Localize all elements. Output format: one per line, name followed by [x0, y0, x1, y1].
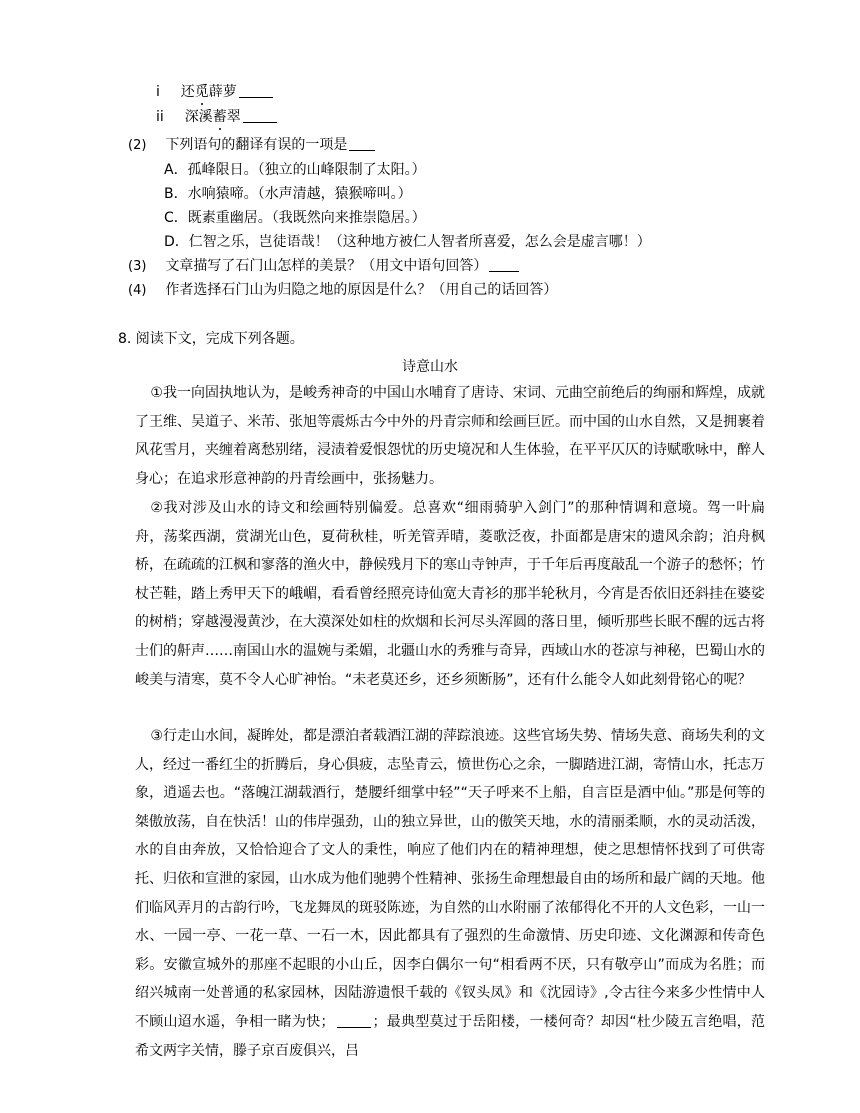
option-a: A．孤峰限日。（独立的山峰限制了太阳。） — [164, 162, 426, 178]
item-text-post: 薜萝 — [208, 84, 237, 100]
question-number: (4) — [128, 283, 147, 298]
answer-blank — [489, 257, 519, 272]
question-number: (3) — [128, 259, 147, 274]
question-text: 作者选择石门山为归隐之地的原因是什么？（用自己的话回答） — [165, 282, 558, 298]
paragraph-1: ①我一向固执地认为，是峻秀神奇的中国山水哺育了唐诗、宋词、元曲空前绝后的绚丽和辉煌，成就了王维、吴道子、米芾、张旭等震烁古今中外的丹青宗师和绘画巨匠。而中国的山水自然，又是拥裹着风花雪月，夹缠着离愁别绪，浸渍着爱恨怨忧的历史境况和人生体验，在平平仄仄的诗赋歌咏中，醉人身心；在追求形意神韵的丹青绘画中，张扬魅力。 — [135, 385, 765, 487]
emphasis-char: 觅 — [194, 84, 209, 100]
question-number: (2) — [128, 138, 147, 153]
question-text: 下列语句的翻译有误的一项是 — [165, 137, 348, 153]
option-d: D．仁智之乐，岂徒语哉！（这种地方被仁人智者所喜爱，怎么会是虚言哪！） — [164, 234, 651, 250]
paragraph-3-text: ③行走山水间，凝眸处，都是漂泊者载酒江湖的萍踪浪迹。这些官场失势、情场失意、商场失利的文人，经过一番红尘的折腾后，身心俱疲，志坠青云，愤世伤心之余，一脚踏进江湖，寄情山水，托志万象，逍遥去也。“落魄江湖载酒行，楚腰纤细掌中轻”“天子呼来不上船，自言臣是酒中仙。”那是何等的桀傲放荡，自在快活！山的伟岸强劲，山的独立异世，山的傲笑天地，水的清丽柔顺，水的灵动活泼，水的自由奔放，又恰恰迎合了文人的秉性，响应了他们内在的精神理想，使之思想情怀找到了可供寄托、归依和宣泄的家园，山水成为他们驰骋个性精神、张扬生命理想最自由的场所和最广阔的天地。他们临风弄月的古韵行吟，飞龙舞凤的斑驳陈迹，为自然的山水附丽了浓郁得化不开的人文色彩，一山一水、一园一亭、一花一草、一石一木，因此都具有了强烈的生命激情、历史印迹、文化渊源和传奇色彩。安徽宣城外的那座不起眼的小山丘，因李白偶尔一句“相看两不厌，只有敬亭山”而成为名胜；而绍兴城南一处普通的私家园林，因陆游遗恨千载的《钗头凤》和《沈园诗》,令古往今来多少性情中人不顾山迢水遥，争相一睹为快； — [135, 728, 765, 1030]
item-text-pre: 还 — [180, 84, 195, 100]
q7-item-i — [156, 82, 273, 102]
item-label: ii — [156, 109, 164, 125]
answer-blank — [337, 1013, 371, 1028]
item-text-pre: 深溪 — [184, 109, 213, 125]
option-c: C．既素重幽居。（我既然向来推崇隐居。） — [164, 210, 426, 226]
article-title: 诗意山水 — [402, 359, 458, 375]
answer-blank — [243, 108, 277, 123]
option-b: B．水响猿啼。（水声清越，猿猴啼叫。） — [164, 186, 412, 202]
q7-4 — [128, 280, 557, 301]
paragraph-3 — [135, 722, 765, 1065]
answer-blank — [349, 136, 375, 151]
q7-3 — [128, 256, 519, 277]
paragraph-3-tail: ；最典型莫过于岳阳楼，一楼何奇？却因“杜少陵五言绝唱，范希文两字关情，滕子京百废俱兴，吕 — [135, 1013, 765, 1059]
emphasis-char: 蓄 — [212, 109, 227, 125]
item-label: i — [156, 84, 160, 100]
question-text: 文章描写了石门山怎样的美景？（用文中语句回答） — [165, 258, 488, 274]
q8-stem: 8. 阅读下文，完成下列各题。 — [118, 331, 304, 347]
q7-item-ii — [156, 107, 277, 127]
q7-2-stem — [128, 135, 375, 156]
answer-blank — [239, 83, 273, 98]
paragraph-2: ②我对涉及山水的诗文和绘画特别偏爱。总喜欢“细雨骑驴入剑门”的那种情调和意境。驾一叶扁舟，荡桨西湖，赏湖光山色，夏荷秋桂，听羌管弄晴，菱歌泛夜，扑面都是唐宋的遗风余韵；泊舟枫桥，在疏疏的江枫和寥落的渔火中，静候残月下的寒山寺钟声，于千年后再度敲乱一个游子的愁怀；竹杖芒鞋，踏上秀甲天下的峨嵋，看看曾经照亮诗仙宽大青衫的那半轮秋月，今宵是否依旧还斜挂在婆娑的树梢；穿越漫漫黄沙，在大漠深处如柱的炊烟和长河尽头浑圆的落日里，倾听那些长眠不醒的远古将士们的鼾声……南国山水的温婉与柔媚，北疆山水的秀雅与奇异，西域山水的苍凉与神秘，巴蜀山水的峻美与清寒，莫不令人心旷神怡。“未老莫还乡，还乡须断肠”，还有什么能令人如此刻骨铭心的呢？ — [135, 500, 765, 688]
item-text-post: 翠 — [226, 109, 241, 125]
